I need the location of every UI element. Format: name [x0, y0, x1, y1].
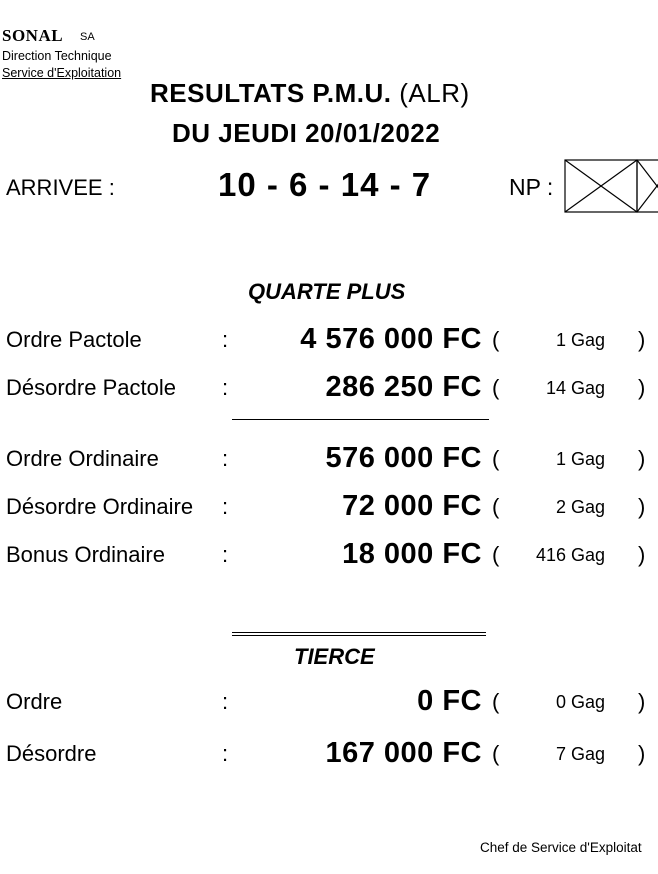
row-amount: 18 000 FC — [342, 538, 482, 570]
row-paren-close: ) — [638, 375, 646, 400]
row-paren-close: ) — [638, 542, 646, 567]
row-paren-close: ) — [638, 446, 646, 471]
department-name: Direction Technique — [2, 49, 112, 63]
title-region: (ALR) — [399, 78, 470, 108]
np-label: NP : — [509, 174, 554, 200]
row-gagnants: 2 Gag — [555, 497, 605, 517]
np-crossed-box — [564, 159, 658, 213]
row-gagnants: 1 Gag — [555, 449, 605, 469]
row-paren-close: ) — [638, 741, 646, 766]
row-paren-open: ( — [492, 741, 500, 766]
row-colon: : — [222, 327, 229, 352]
row-colon: : — [222, 494, 229, 519]
row-amount: 576 000 FC — [325, 442, 482, 474]
row-paren-open: ( — [492, 375, 500, 400]
row-gagnants: 1 Gag — [555, 330, 605, 350]
row-label: Désordre Pactole — [6, 375, 176, 400]
row-colon: : — [222, 375, 229, 400]
row-paren-open: ( — [492, 689, 500, 714]
signature-line: Chef de Service d'Exploitat — [480, 840, 642, 855]
row-gagnants: 0 Gag — [555, 692, 605, 712]
row-colon: : — [222, 689, 229, 714]
double-divider-line — [232, 632, 486, 636]
arrivee-label: ARRIVEE : — [6, 175, 115, 200]
row-amount: 0 FC — [417, 685, 482, 717]
company-suffix: SA — [80, 31, 95, 43]
row-gagnants: 7 Gag — [555, 744, 605, 764]
arrivee-value: 10 - 6 - 14 - 7 — [218, 166, 432, 203]
row-label: Ordre — [6, 689, 63, 714]
row-colon: : — [222, 446, 229, 471]
title-main: RESULTATS P.M.U. — [150, 78, 392, 108]
divider-line — [232, 419, 489, 420]
service-name: Service d'Exploitation — [2, 66, 122, 80]
row-paren-open: ( — [492, 542, 500, 567]
row-paren-close: ) — [638, 494, 646, 519]
row-gagnants: 14 Gag — [545, 378, 605, 398]
quarte-plus-title: QUARTE PLUS — [248, 279, 406, 304]
row-colon: : — [222, 741, 229, 766]
row-paren-close: ) — [638, 689, 646, 714]
row-gagnants: 416 Gag — [535, 545, 605, 565]
row-label: Désordre Ordinaire — [6, 494, 194, 519]
row-amount: 72 000 FC — [342, 490, 482, 522]
row-label: Désordre — [6, 741, 97, 766]
document-title — [150, 78, 470, 109]
row-colon: : — [222, 542, 229, 567]
row-label: Ordre Pactole — [6, 327, 142, 352]
row-label: Bonus Ordinaire — [6, 542, 165, 567]
tierce-title: TIERCE — [294, 644, 375, 669]
row-label: Ordre Ordinaire — [6, 446, 159, 471]
row-amount: 286 250 FC — [325, 371, 482, 403]
row-paren-close: ) — [638, 327, 646, 352]
row-paren-open: ( — [492, 494, 500, 519]
row-amount: 167 000 FC — [325, 737, 482, 769]
row-amount: 4 576 000 FC — [300, 323, 482, 355]
document-date: DU JEUDI 20/01/2022 — [172, 118, 441, 148]
row-paren-open: ( — [492, 327, 500, 352]
row-paren-open: ( — [492, 446, 500, 471]
company-logo: SONAL — [2, 26, 64, 45]
